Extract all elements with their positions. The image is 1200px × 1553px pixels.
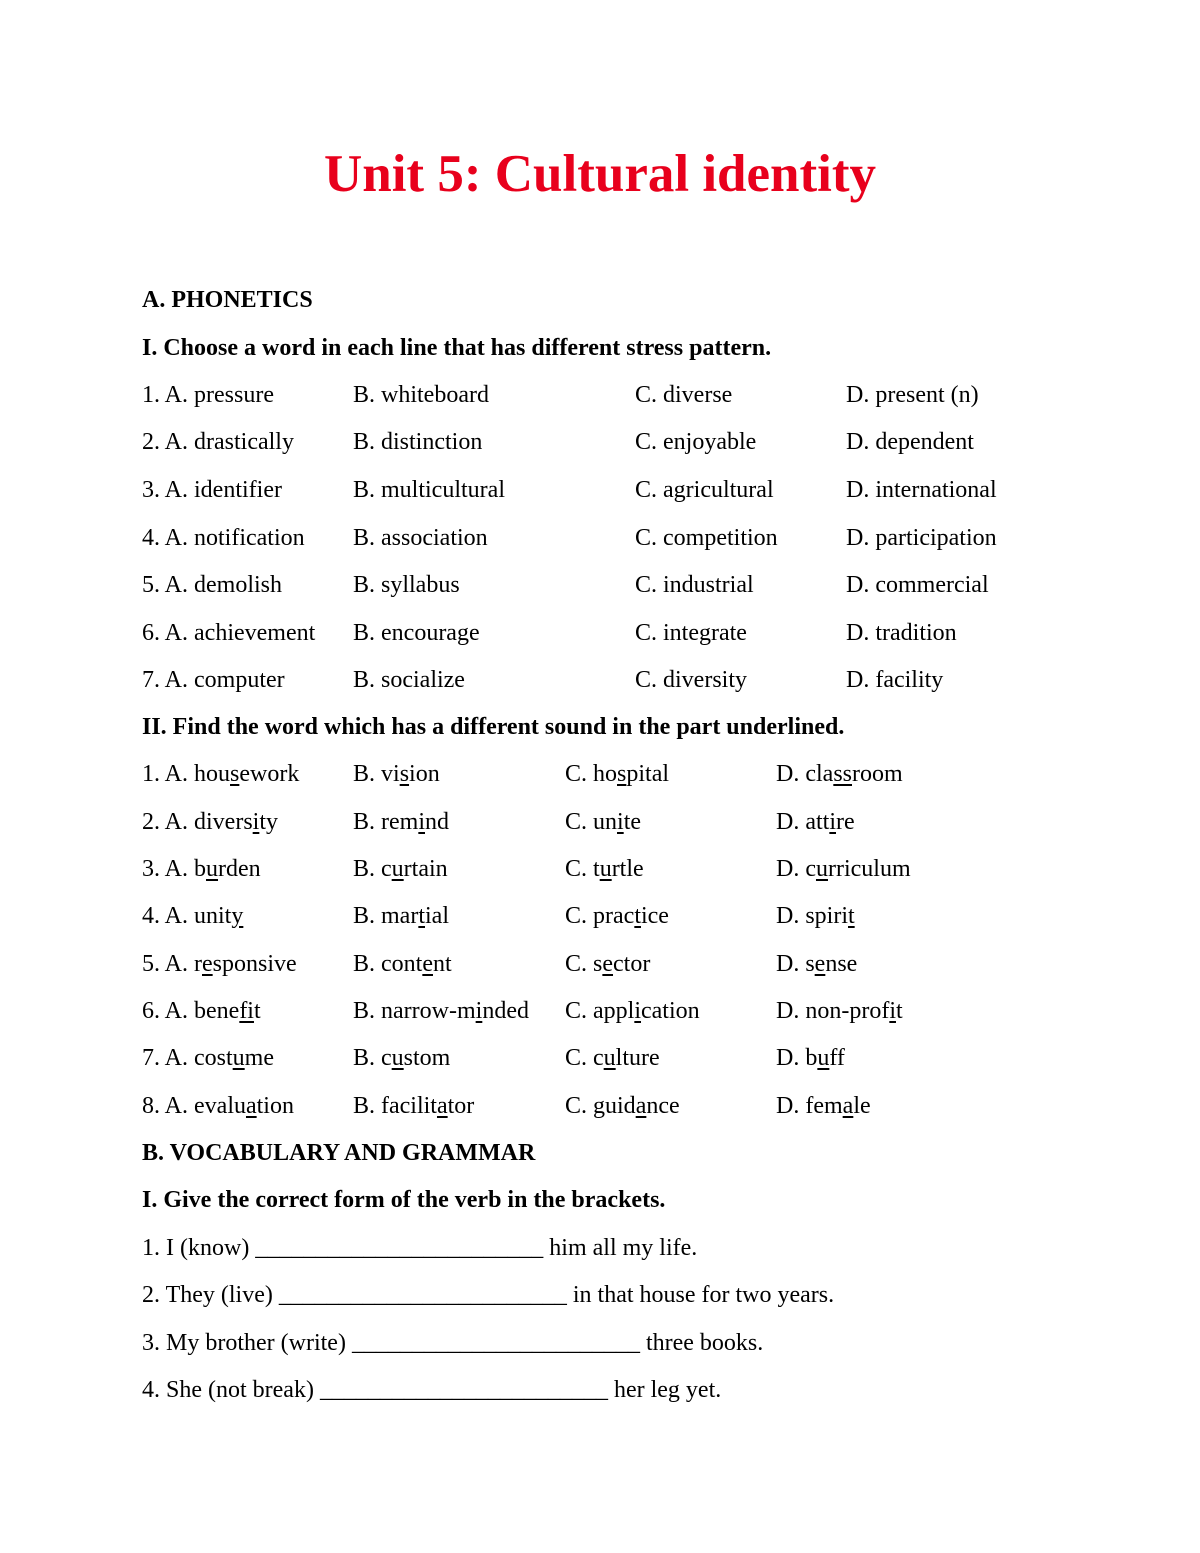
underlined-part: i bbox=[617, 809, 624, 835]
underlined-part: t bbox=[848, 903, 855, 929]
sound-option: B. martial bbox=[353, 903, 449, 929]
sound-option: C. unite bbox=[565, 809, 642, 835]
stress-option: 1. A. pressure bbox=[142, 382, 274, 408]
sound-option: 1. A. housework bbox=[142, 761, 300, 787]
sound-option: B. remind bbox=[353, 809, 449, 835]
sound-option: D. sense bbox=[776, 951, 858, 977]
underlined-part: e bbox=[814, 951, 826, 977]
stress-option: D. commercial bbox=[846, 572, 989, 598]
underlined-part: y bbox=[231, 903, 244, 929]
sound-option: D. female bbox=[776, 1093, 871, 1119]
verb-item: 3. My brother (write) ________________________ three books. bbox=[142, 1330, 764, 1356]
underlined-part: t bbox=[418, 903, 425, 929]
stress-row bbox=[0, 618, 1200, 648]
stress-option: 6. A. achievement bbox=[142, 620, 316, 646]
sound-option: 5. A. responsive bbox=[142, 951, 297, 977]
stress-option: B. distinction bbox=[353, 429, 483, 455]
sound-option: D. non-profit bbox=[776, 998, 903, 1024]
sound-option: C. guidance bbox=[565, 1093, 680, 1119]
stress-row bbox=[0, 570, 1200, 600]
stress-row bbox=[0, 380, 1200, 410]
stress-option: B. encourage bbox=[353, 620, 480, 646]
stress-row bbox=[0, 523, 1200, 553]
verb-item: 1. I (know) ________________________ him all my life. bbox=[142, 1235, 698, 1261]
verb-item: 2. They (live) ________________________ in that house for two years. bbox=[142, 1282, 835, 1308]
section-b-heading: B. VOCABULARY AND GRAMMAR bbox=[142, 1140, 536, 1166]
stress-option: B. socialize bbox=[353, 667, 465, 693]
stress-option: C. enjoyable bbox=[635, 429, 757, 455]
underlined-part: u bbox=[391, 856, 404, 882]
sound-option: 7. A. costume bbox=[142, 1045, 274, 1071]
sound-option: B. custom bbox=[353, 1045, 451, 1071]
stress-option: B. syllabus bbox=[353, 572, 460, 598]
underlined-part: u bbox=[599, 856, 612, 882]
underlined-part: a bbox=[842, 1093, 854, 1119]
underlined-part: i bbox=[829, 809, 836, 835]
sound-option: 3. A. burden bbox=[142, 856, 261, 882]
stress-option: C. integrate bbox=[635, 620, 747, 646]
sound-option: 8. A. evaluation bbox=[142, 1093, 294, 1119]
stress-option: B. association bbox=[353, 525, 488, 551]
sound-option: B. facilitator bbox=[353, 1093, 475, 1119]
stress-option: 7. A. computer bbox=[142, 667, 285, 693]
sound-option: C. practice bbox=[565, 903, 669, 929]
sound-row bbox=[0, 1091, 1200, 1121]
stress-option: D. tradition bbox=[846, 620, 957, 646]
section-a-heading: A. PHONETICS bbox=[142, 287, 313, 313]
sound-option: B. content bbox=[353, 951, 452, 977]
sound-row bbox=[0, 996, 1200, 1026]
sound-option: D. classroom bbox=[776, 761, 903, 787]
sound-row bbox=[0, 759, 1200, 789]
sound-option: C. culture bbox=[565, 1045, 660, 1071]
sound-option: 6. A. benefit bbox=[142, 998, 261, 1024]
underlined-part: i bbox=[418, 809, 425, 835]
sound-row bbox=[0, 901, 1200, 931]
underlined-part: a bbox=[635, 1093, 647, 1119]
underlined-part: ss bbox=[833, 761, 852, 787]
underlined-part: u bbox=[817, 1045, 830, 1071]
sound-option: D. spirit bbox=[776, 903, 855, 929]
sound-option: C. turtle bbox=[565, 856, 644, 882]
sound-option: 4. A. unity bbox=[142, 903, 244, 929]
underlined-part: i bbox=[634, 998, 641, 1024]
sound-option: B. curtain bbox=[353, 856, 448, 882]
sound-row bbox=[0, 807, 1200, 837]
underlined-part: a bbox=[245, 1093, 257, 1119]
stress-option: D. facility bbox=[846, 667, 944, 693]
sound-row bbox=[0, 949, 1200, 979]
sound-option: D. attire bbox=[776, 809, 855, 835]
stress-option: B. whiteboard bbox=[353, 382, 489, 408]
sound-option: C. sector bbox=[565, 951, 651, 977]
sound-option: D. curriculum bbox=[776, 856, 911, 882]
underlined-part: e bbox=[202, 951, 213, 977]
sound-row bbox=[0, 1043, 1200, 1073]
stress-option: D. present (n) bbox=[846, 382, 979, 408]
stress-option: B. multicultural bbox=[353, 477, 505, 503]
verb-item: 4. She (not break) ________________________ her leg yet. bbox=[142, 1377, 722, 1403]
underlined-part: s bbox=[399, 761, 410, 787]
sound-option: D. buff bbox=[776, 1045, 845, 1071]
page-title: Unit 5: Cultural identity bbox=[323, 145, 877, 203]
underlined-part: e bbox=[602, 951, 614, 977]
section-a2-heading: II. Find the word which has a different sound in the part underlined. bbox=[142, 714, 845, 740]
stress-option: C. competition bbox=[635, 525, 778, 551]
stress-option: 5. A. demolish bbox=[142, 572, 283, 598]
underlined-part: u bbox=[391, 1045, 404, 1071]
underlined-part: e bbox=[422, 951, 433, 977]
stress-option: 3. A. identifier bbox=[142, 477, 282, 503]
sound-option: C. application bbox=[565, 998, 700, 1024]
underlined-part: fi bbox=[239, 998, 254, 1024]
sound-row bbox=[0, 854, 1200, 884]
underlined-part: a bbox=[436, 1093, 448, 1119]
underlined-part: t bbox=[634, 903, 641, 929]
stress-option: D. international bbox=[846, 477, 997, 503]
sound-option: 2. A. diversity bbox=[142, 809, 279, 835]
underlined-part: s bbox=[617, 761, 627, 787]
stress-row bbox=[0, 427, 1200, 457]
stress-option: C. diversity bbox=[635, 667, 747, 693]
underlined-part: u bbox=[603, 1045, 616, 1071]
stress-option: C. diverse bbox=[635, 382, 733, 408]
sound-option: B. narrow-minded bbox=[353, 998, 529, 1024]
underlined-part: i bbox=[889, 998, 896, 1024]
stress-row bbox=[0, 665, 1200, 695]
stress-option: C. agricultural bbox=[635, 477, 774, 503]
stress-option: 2. A. drastically bbox=[142, 429, 294, 455]
stress-option: 4. A. notification bbox=[142, 525, 305, 551]
underlined-part: u bbox=[206, 856, 219, 882]
stress-option: D. participation bbox=[846, 525, 997, 551]
underlined-part: i bbox=[475, 998, 483, 1024]
underlined-part: i bbox=[252, 809, 260, 835]
sound-option: B. vision bbox=[353, 761, 440, 787]
underlined-part: u bbox=[815, 856, 828, 882]
stress-option: D. dependent bbox=[846, 429, 974, 455]
sound-option: C. hospital bbox=[565, 761, 670, 787]
stress-row bbox=[0, 475, 1200, 505]
stress-option: C. industrial bbox=[635, 572, 754, 598]
section-b1-heading: I. Give the correct form of the verb in the brackets. bbox=[142, 1187, 666, 1213]
underlined-part: u bbox=[232, 1045, 245, 1071]
underlined-part: s bbox=[230, 761, 240, 787]
section-a1-heading: I. Choose a word in each line that has different stress pattern. bbox=[142, 335, 772, 361]
